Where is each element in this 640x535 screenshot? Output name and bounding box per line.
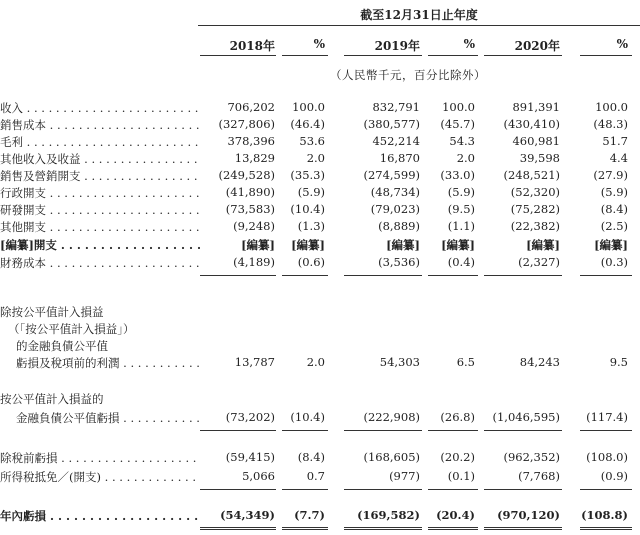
row-label: 收入 . . . xyxy=(0,100,200,116)
cell: 2.0 xyxy=(306,151,325,165)
row-label: 研發開支 . . . xyxy=(0,202,200,218)
cell: (35.3) xyxy=(290,168,325,182)
cell: (327,806) xyxy=(218,117,275,131)
row-label: 年內虧損 . . . xyxy=(0,508,200,524)
label-line xyxy=(0,321,640,337)
cell: (3,536) xyxy=(378,255,420,269)
cell: (75,282) xyxy=(510,202,560,216)
cell: (970,120) xyxy=(497,508,560,522)
cell: (380,577) xyxy=(363,117,420,131)
header-rule xyxy=(580,55,632,56)
cell: 706,202 xyxy=(227,100,275,114)
cell: (222,908) xyxy=(363,410,420,424)
cell: (10.4) xyxy=(290,202,325,216)
subtotal-rule xyxy=(484,430,562,431)
subtotal-rule xyxy=(428,275,478,276)
unit-note: （人民幣千元，百分比除外） xyxy=(330,68,486,82)
cell: 4.4 xyxy=(609,151,628,165)
subtotal-rule xyxy=(344,275,422,276)
cell: (9.5) xyxy=(447,202,475,216)
cell: 16,870 xyxy=(379,151,420,165)
cell: (73,202) xyxy=(225,410,275,424)
cell: [編纂] xyxy=(441,238,475,252)
subtotal-rule xyxy=(428,489,478,490)
cell: [編纂] xyxy=(526,238,560,252)
cell: (1.1) xyxy=(447,219,475,233)
cell: 2.0 xyxy=(456,151,475,165)
cell: (108.0) xyxy=(586,450,628,464)
row-label: 其他收入及收益 . . . xyxy=(0,151,200,167)
row-label: [編纂]開支 . . . xyxy=(0,237,200,253)
cell: 53.6 xyxy=(299,134,325,148)
cell: (59,415) xyxy=(225,450,275,464)
col-header-2019: 2019年 xyxy=(374,39,420,53)
cell: (54,349) xyxy=(220,508,275,522)
table-row xyxy=(0,219,640,235)
cell: (2.5) xyxy=(600,219,628,233)
cell: (9,248) xyxy=(233,219,275,233)
cell: [編纂] xyxy=(594,238,628,252)
cell: (430,410) xyxy=(503,117,560,131)
cell: (8.4) xyxy=(297,450,325,464)
cell: [編纂] xyxy=(386,238,420,252)
cell: (962,352) xyxy=(503,450,560,464)
double-rule xyxy=(282,527,328,530)
cell: (20.4) xyxy=(436,508,475,522)
cell: 452,214 xyxy=(372,134,420,148)
cell: (0.6) xyxy=(297,255,325,269)
table-row xyxy=(0,202,640,218)
cell: (249,528) xyxy=(218,168,275,182)
cell: 54.3 xyxy=(449,134,475,148)
subtotal-rule xyxy=(200,430,276,431)
subtotal-rule xyxy=(428,430,478,431)
double-rule xyxy=(428,527,478,530)
table-row xyxy=(0,450,640,466)
table-row xyxy=(0,185,640,201)
cell: [編纂] xyxy=(241,238,275,252)
cell: (27.9) xyxy=(593,168,628,182)
cell: (7.7) xyxy=(294,508,325,522)
cell: (108.8) xyxy=(581,508,628,522)
cell: (168,605) xyxy=(363,450,420,464)
cell: 100.0 xyxy=(292,100,325,114)
cell: (73,583) xyxy=(225,202,275,216)
cell: 5,066 xyxy=(242,469,275,483)
cell: (274,599) xyxy=(363,168,420,182)
table-row xyxy=(0,100,640,116)
col-header-2020: 2020年 xyxy=(514,39,560,53)
row-label: 其他開支 . . . xyxy=(0,219,200,235)
row-label: 虧損及稅項前的利潤 . . . xyxy=(16,355,200,371)
header-rule xyxy=(200,55,276,56)
subtotal-rule xyxy=(200,489,276,490)
subtotal-rule xyxy=(580,275,632,276)
subtotal-rule xyxy=(200,275,276,276)
header-rule xyxy=(484,55,562,56)
cell: (1,046,595) xyxy=(492,410,560,424)
cell: 100.0 xyxy=(595,100,628,114)
cell: (48,734) xyxy=(370,185,420,199)
cell: (41,890) xyxy=(225,185,275,199)
table-row xyxy=(0,151,640,167)
cell: 2.0 xyxy=(306,355,325,369)
row-label: （「按公平值計入損益」） xyxy=(8,322,135,336)
subtotal-rule xyxy=(344,430,422,431)
cell: (7,768) xyxy=(518,469,560,483)
subtotal-rule xyxy=(580,430,632,431)
double-rule xyxy=(344,527,422,530)
row-label: 的金融負債公平值 xyxy=(16,339,108,353)
cell: (1.3) xyxy=(297,219,325,233)
cell: (20.2) xyxy=(440,450,475,464)
row-label: 除稅前虧損 . . . xyxy=(0,450,200,466)
header-rule xyxy=(428,55,478,56)
label-line xyxy=(0,338,640,354)
table-row xyxy=(0,237,640,253)
subtotal-rule xyxy=(282,489,328,490)
subtotal-rule xyxy=(580,489,632,490)
row-label: 財務成本 . . . xyxy=(0,255,200,271)
cell: 0.7 xyxy=(306,469,325,483)
subtotal-rule xyxy=(484,275,562,276)
row-label: 金融負債公平值虧損 . . . xyxy=(16,410,200,426)
double-rule xyxy=(484,527,562,530)
cell: (26.8) xyxy=(440,410,475,424)
cell: (169,582) xyxy=(357,508,420,522)
cell: (45.7) xyxy=(440,117,475,131)
cell: 13,829 xyxy=(234,151,275,165)
double-rule xyxy=(580,527,632,530)
cell: (5.9) xyxy=(600,185,628,199)
row-label: 銷售及營銷開支 . . . xyxy=(0,168,200,184)
cell: (79,023) xyxy=(370,202,420,216)
col-header-pct-2018: % xyxy=(313,37,325,51)
subtotal-rule xyxy=(282,275,328,276)
table-row xyxy=(0,168,640,184)
col-header-pct-2020: % xyxy=(616,37,628,51)
cell: (46.4) xyxy=(290,117,325,131)
cell: (48.3) xyxy=(593,117,628,131)
cell: 6.5 xyxy=(456,355,475,369)
cell: (33.0) xyxy=(440,168,475,182)
cell: 100.0 xyxy=(442,100,475,114)
cell: (8,889) xyxy=(378,219,420,233)
header-rule xyxy=(282,55,328,56)
label-line xyxy=(0,304,640,320)
header-rule xyxy=(344,55,422,56)
label-line xyxy=(0,391,640,407)
table-row xyxy=(0,117,640,133)
cell: (10.4) xyxy=(290,410,325,424)
cell: (0.1) xyxy=(447,469,475,483)
table-row xyxy=(0,255,640,271)
cell: (5.9) xyxy=(447,185,475,199)
cell: (52,320) xyxy=(510,185,560,199)
cell: (0.3) xyxy=(600,255,628,269)
cell: 460,981 xyxy=(512,134,560,148)
cell: (977) xyxy=(389,469,420,483)
col-header-2018: 2018年 xyxy=(229,39,275,53)
table-row xyxy=(0,410,640,426)
cell: (22,382) xyxy=(510,219,560,233)
cell: 9.5 xyxy=(609,355,628,369)
cell: 54,303 xyxy=(379,355,420,369)
header-top-rule xyxy=(198,25,640,26)
row-label: 毛利 . . . xyxy=(0,134,200,150)
cell: 378,396 xyxy=(227,134,275,148)
cell: 39,598 xyxy=(519,151,560,165)
table-row xyxy=(0,355,640,371)
row-label: 按公平值計入損益的 xyxy=(0,392,104,406)
cell: (0.4) xyxy=(447,255,475,269)
total-row xyxy=(0,508,640,524)
cell: (8.4) xyxy=(600,202,628,216)
subtotal-rule xyxy=(484,489,562,490)
row-label: 所得稅抵免／(開支) . . . xyxy=(0,469,200,485)
table-row xyxy=(0,134,640,150)
cell: (248,521) xyxy=(503,168,560,182)
row-label: 除按公平值計入損益 xyxy=(0,305,104,319)
cell: 84,243 xyxy=(519,355,560,369)
row-label: 行政開支 . . . xyxy=(0,185,200,201)
cell: 891,391 xyxy=(512,100,560,114)
cell: (0.9) xyxy=(600,469,628,483)
double-rule xyxy=(200,527,276,530)
row-label: 銷售成本 . . . xyxy=(0,117,200,133)
cell: 13,787 xyxy=(234,355,275,369)
period-header: 截至12月31日止年度 xyxy=(360,8,478,22)
col-header-pct-2019: % xyxy=(463,37,475,51)
cell: 51.7 xyxy=(602,134,628,148)
cell: 832,791 xyxy=(372,100,420,114)
table-row xyxy=(0,469,640,485)
cell: (2,327) xyxy=(518,255,560,269)
cell: (4,189) xyxy=(233,255,275,269)
cell: (117.4) xyxy=(586,410,628,424)
cell: (5.9) xyxy=(297,185,325,199)
subtotal-rule xyxy=(282,430,328,431)
cell: [編纂] xyxy=(291,238,325,252)
subtotal-rule xyxy=(344,489,422,490)
